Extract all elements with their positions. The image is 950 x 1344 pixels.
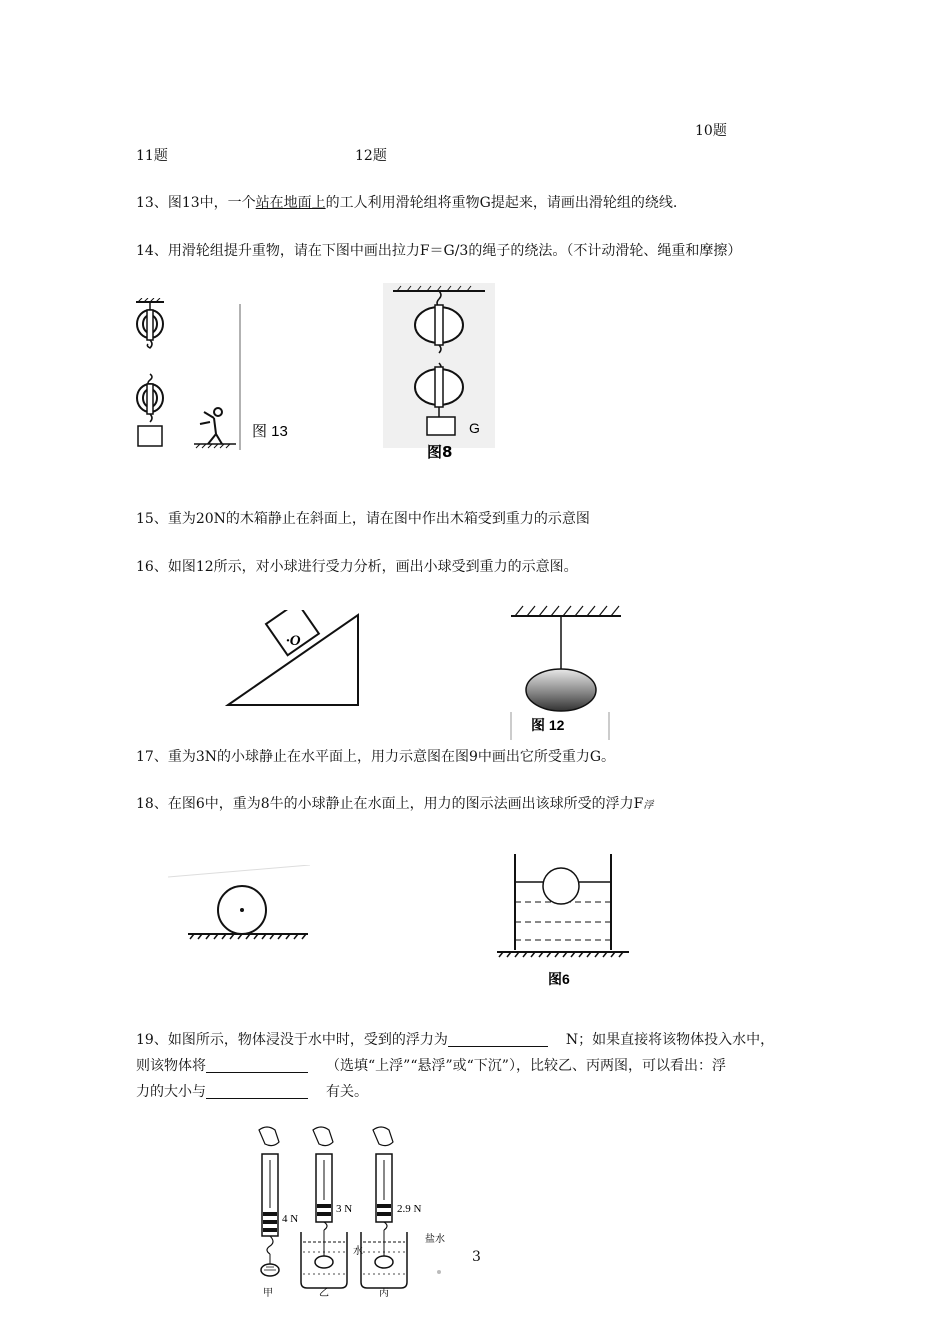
question-14: 14、用滑轮组提升重物，请在下图中画出拉力F＝G/3的绳子的绕法。（不计动滑轮、绳重和摩擦） — [136, 243, 742, 259]
question-19-line-3 — [136, 1084, 368, 1099]
scale-reading-2: 3 N — [336, 1203, 353, 1215]
liquid-water-label: 水 — [353, 1246, 363, 1257]
question-19-line-3a: 力的大小与 — [136, 1084, 206, 1100]
question-19-line-2 — [136, 1058, 726, 1073]
figure-13 — [130, 298, 320, 458]
figure-8 — [383, 283, 495, 463]
figure-13-label: 图 13 — [252, 423, 288, 440]
question-16: 16、如图12所示，对小球进行受力分析，画出小球受到重力的示意图。 — [136, 559, 578, 575]
figure-8-label: 图8 — [427, 443, 453, 461]
question-19-line-2b: （选填“上浮”“悬浮”或“下沉”），比较乙、丙两图， — [326, 1058, 642, 1074]
caption-q10: 10题 — [695, 123, 727, 139]
question-18 — [136, 797, 653, 811]
question-18-text: 18、在图6中，重为8牛的小球静止在水面上，用力的图示法画出该球所受的浮力F — [136, 796, 644, 812]
spring-scale-1 — [259, 1127, 279, 1276]
question-19-line-1a: 19、如图所示，物体浸没于水中时，受到的浮力为 — [136, 1032, 448, 1048]
answer-blank-factor[interactable] — [206, 1084, 308, 1099]
caption-q12: 12题 — [355, 148, 387, 164]
figure-6 — [493, 848, 633, 990]
figure-spring-scales — [245, 1124, 475, 1299]
scale-reading-3: 2.9 N — [397, 1203, 422, 1215]
question-13 — [136, 196, 677, 210]
beaker-name-jia: 甲 — [263, 1288, 273, 1299]
question-19-line-2a: 则该物体将 — [136, 1058, 206, 1074]
question-19-line-1 — [136, 1032, 774, 1047]
question-19-line-1b: N；如果直接将该物体投入水中， — [565, 1032, 775, 1048]
scale-reading-1: 4 N — [282, 1213, 299, 1225]
beaker-name-yi: 乙 — [319, 1288, 329, 1299]
question-17: 17、重为3N的小球静止在水平面上，用力示意图在图9中画出它所受重力G。 — [136, 749, 616, 765]
question-13-underlined: 站在地面上 — [255, 195, 326, 211]
question-15: 15、重为20N的木箱静止在斜面上，请在图中作出木箱受到重力的示意图 — [136, 511, 590, 527]
figure-6-label: 图6 — [548, 971, 570, 987]
answer-blank-buoyancy[interactable] — [448, 1032, 548, 1047]
figure-12-label: 图 12 — [531, 717, 565, 733]
page-number: 3 — [472, 1249, 481, 1265]
question-19-line-3b: 有关。 — [326, 1084, 368, 1100]
question-13-before: 13、图13中，一个 — [136, 195, 256, 211]
figure-8-weight: G — [469, 420, 480, 436]
figure-ball-ground — [160, 865, 320, 945]
question-13-after: 的工人利用滑轮组将重物G提起来，请画出滑轮组的绕线. — [325, 195, 678, 211]
question-18-sub: 浮 — [643, 800, 654, 811]
figure-12 — [505, 600, 625, 745]
incline-point-o: ·O — [286, 633, 301, 649]
liquid-saltwater-label: 盐水 — [425, 1234, 445, 1245]
caption-q11: 11题 — [136, 148, 168, 164]
question-19-line-2c: 可以看出：浮 — [641, 1058, 726, 1074]
beaker-name-bing: 丙 — [379, 1288, 389, 1299]
answer-blank-motion[interactable] — [206, 1058, 308, 1073]
figure-incline — [225, 610, 365, 710]
